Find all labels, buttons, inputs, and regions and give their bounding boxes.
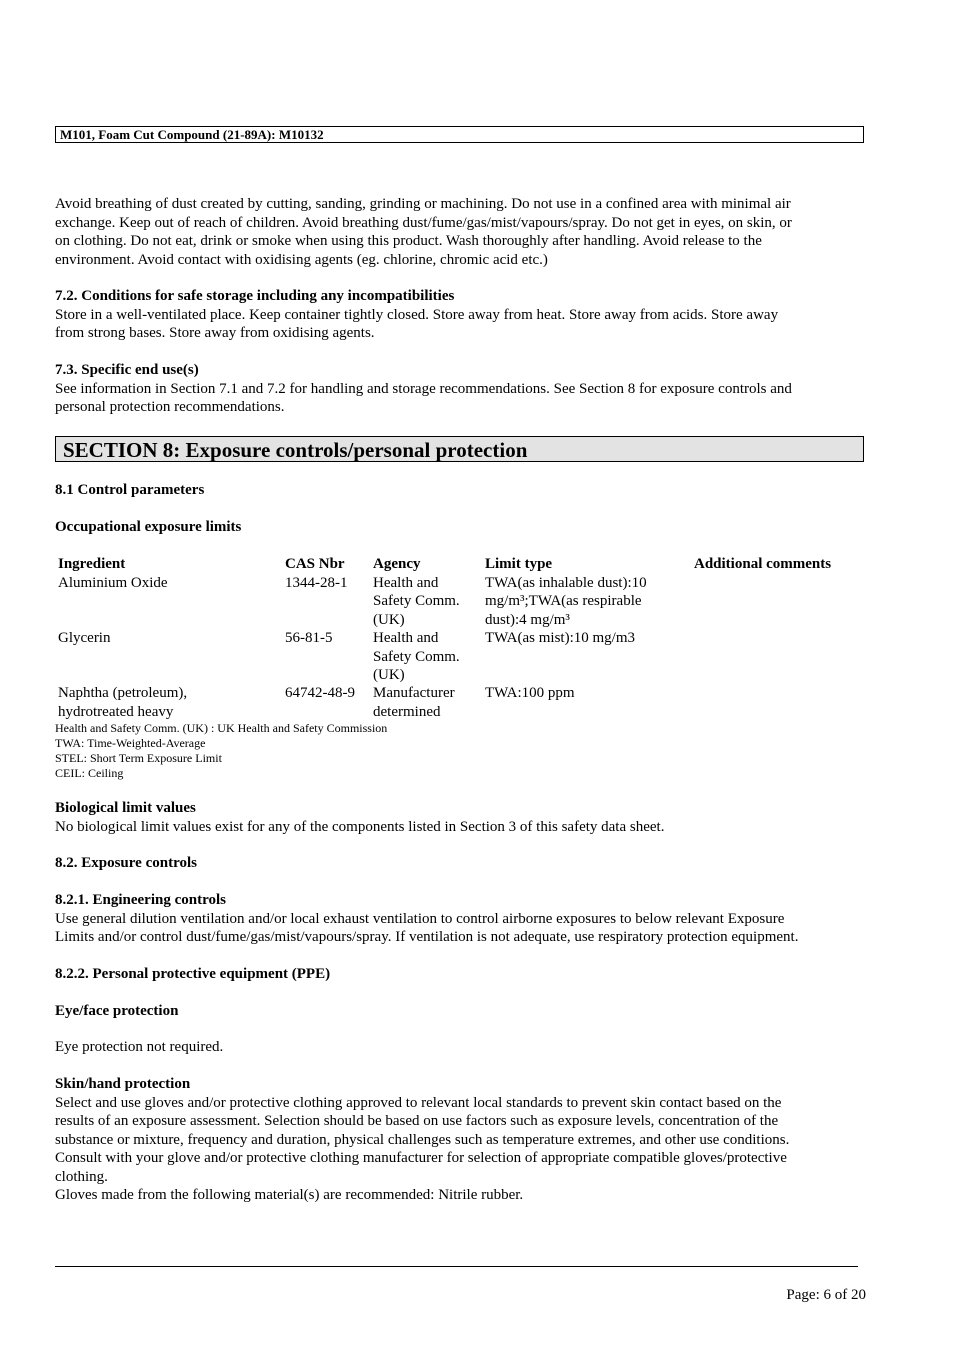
text-line: Store in a well-ventilated place. Keep container tightly closed. Store away from heat. Store away from acids. Store away xyxy=(55,306,779,323)
oel-heading: Occupational exposure limits xyxy=(55,519,242,535)
column-header-agency: Agency xyxy=(373,556,421,572)
cas-cell: 64742-48-9 xyxy=(285,685,355,701)
section-heading: 7.3. Specific end use(s) xyxy=(55,362,199,378)
section-heading: 7.2. Conditions for safe storage including any incompatibilities xyxy=(55,288,455,304)
text-line: from strong bases. Store away from oxidising agents. xyxy=(55,325,375,341)
limit-cell: TWA:100 ppm xyxy=(485,685,575,701)
column-header-cas: CAS Nbr xyxy=(285,556,345,572)
cell-line: Health and xyxy=(373,574,439,591)
text-line: Limits and/or control dust/fume/gas/mist/vapours/spray. If ventilation is not adequate, use respiratory protection equipment. xyxy=(55,929,799,945)
document-title: M101, Foam Cut Compound (21-89A): M10132 xyxy=(60,127,324,142)
ingredient-cell: Glycerin xyxy=(58,630,111,646)
text-line: See information in Section 7.1 and 7.2 for handling and storage recommendations. See Section 8 for exposure controls and xyxy=(55,380,792,397)
cas-cell: 56-81-5 xyxy=(285,630,333,646)
cell-line: Health and xyxy=(373,630,439,646)
page-number: Page: 6 of 20 xyxy=(786,1287,866,1303)
text-line: Consult with your glove and/or protective clothing manufacturer for selection of appropriate compatible gloves/protective xyxy=(55,1150,787,1166)
text-line: results of an exposure assessment. Selection should be based on use factors such as exposure levels, concentration of the xyxy=(55,1113,779,1129)
cas-cell: 1344-28-1 xyxy=(285,574,348,591)
skin-protection xyxy=(55,1075,789,1205)
eye-protection-heading: Eye/face protection xyxy=(55,1003,179,1019)
exposure-limits-table xyxy=(0,555,954,725)
cell-line: hydrotreated heavy xyxy=(58,703,174,720)
text-line: personal protection recommendations. xyxy=(55,399,285,415)
cell-line: dust):4 mg/m³ xyxy=(485,611,570,628)
limit-cell: TWA(as mist):10 mg/m3 xyxy=(485,630,635,646)
section-7-2 xyxy=(55,287,778,343)
section-heading: Biological limit values xyxy=(55,800,196,816)
section-8-title: SECTION 8: Exposure controls/personal protection xyxy=(63,438,528,462)
text-line: Select and use gloves and/or protective clothing approved to relevant local standards to prevent skin contact based on the xyxy=(55,1094,782,1111)
exposure-controls-heading: 8.2. Exposure controls xyxy=(55,855,197,871)
text-line: clothing. xyxy=(55,1168,108,1185)
control-parameters-heading: 8.1 Control parameters xyxy=(55,482,205,498)
ppe-heading: 8.2.2. Personal protective equipment (PPE) xyxy=(55,966,331,982)
text-line: environment. Avoid contact with oxidising agents (eg. chlorine, chromic acid etc.) xyxy=(55,251,548,268)
agency-cell xyxy=(373,629,460,685)
ingredient-cell: Aluminium Oxide xyxy=(58,574,168,591)
agency-cell xyxy=(373,574,460,630)
text-line: Gloves made from the following material(s) are recommended: Nitrile rubber. xyxy=(55,1187,524,1203)
cell-line: Safety Comm. xyxy=(373,648,460,665)
cell-line: Naphtha (petroleum), xyxy=(58,685,188,701)
section-heading: Skin/hand protection xyxy=(55,1076,191,1092)
footnote: TWA: Time-Weighted-Average xyxy=(55,736,206,750)
section-heading: 8.2.1. Engineering controls xyxy=(55,892,226,908)
limit-cell xyxy=(485,574,647,630)
cell-line: mg/m³;TWA(as respirable xyxy=(485,593,642,609)
footnote: Health and Safety Comm. (UK) : UK Health and Safety Commission xyxy=(55,721,388,735)
cell-line: (UK) xyxy=(373,667,405,683)
cell-line: TWA(as inhalable dust):10 xyxy=(485,574,647,591)
column-header-limit-type: Limit type xyxy=(485,556,553,572)
text-line: Use general dilution ventilation and/or local exhaust ventilation to control airborne exposures to below relevant Exposure xyxy=(55,910,785,927)
text-line: Avoid breathing of dust created by cutting, sanding, grinding or machining. Do not use in a confined area with minimal air xyxy=(55,196,791,212)
ingredient-cell xyxy=(58,684,187,721)
column-header-comments: Additional comments xyxy=(694,556,832,572)
agency-cell xyxy=(373,684,455,721)
biological-limits xyxy=(55,799,664,836)
cell-line: Manufacturer xyxy=(373,685,455,701)
column-header-ingredient: Ingredient xyxy=(58,556,126,572)
footnote: STEL: Short Term Exposure Limit xyxy=(55,751,222,765)
document-header xyxy=(55,126,864,143)
section-8-banner xyxy=(55,436,864,462)
text-line: exchange. Keep out of reach of children. Avoid breathing dust/fume/gas/mist/vapours/spray. Do not get in eyes, on skin, or xyxy=(55,214,792,231)
cell-line: (UK) xyxy=(373,611,405,628)
footnote: CEIL: Ceiling xyxy=(55,766,124,780)
text-line: substance or mixture, frequency and duration, physical challenges such as temperature extremes, and other use conditions. xyxy=(55,1131,790,1148)
section-7-3 xyxy=(55,361,792,417)
table-footnotes xyxy=(55,721,387,781)
cell-line: Safety Comm. xyxy=(373,593,460,609)
eye-protection-text: Eye protection not required. xyxy=(55,1039,224,1055)
cell-line: determined xyxy=(373,703,441,720)
text-line: on clothing. Do not eat, drink or smoke when using this product. Wash thoroughly after handling. Avoid release to the xyxy=(55,233,762,249)
footer-divider xyxy=(55,1266,858,1267)
handling-paragraph xyxy=(55,195,792,269)
text-line: No biological limit values exist for any of the components listed in Section 3 of this safety data sheet. xyxy=(55,818,665,835)
engineering-controls xyxy=(55,891,798,947)
